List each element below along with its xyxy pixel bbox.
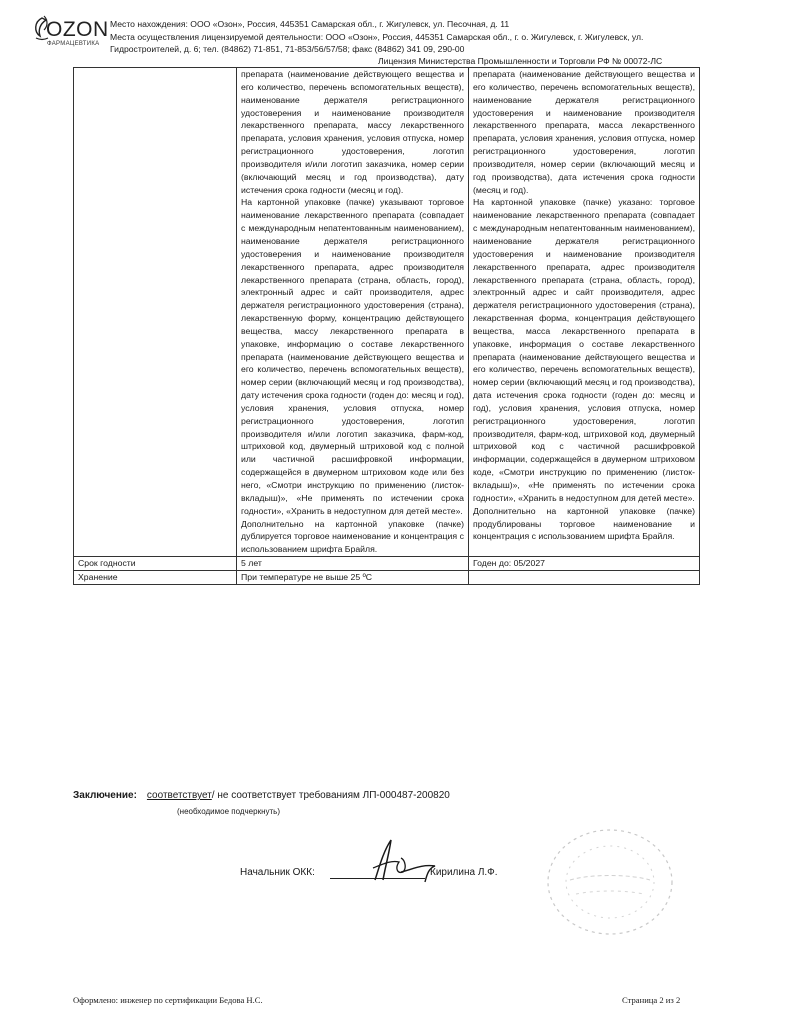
storage-requirement: При температуре не выше 25 ºС (237, 570, 469, 584)
page-number: Страница 2 из 2 (622, 995, 681, 1005)
requirement-paragraph: Дополнительно на картонной упаковке (пачке) дублируется торговое наименование и концентрация с использованием шрифта Брайля. (241, 518, 464, 555)
conclusion (73, 790, 450, 801)
header-license: Лицензия Министерства Промышленности и Торговли РФ № 00072-ЛС (378, 56, 663, 66)
signer-title: Начальник ОКК: (240, 867, 315, 878)
shelf-life-requirement: 5 лет (237, 557, 469, 571)
requirement-paragraph: На картонной упаковке (пачке) указывают торговое наименование лекарственного препарата (совпадает с международным непатентованным наименованием), наименование держателя регистрационного удостоверения и наименование производителя лекарственного препарата, адрес производителя лекарственного препарата (страна, область, город), электронный адрес и сайт производителя, адрес держателя регистрационного удостоверения (страна), лекарственную форму, концентрацию действующего вещества, массу лекарственного препарата в упаковке, информацию о составе лекарственного препарата (наименование действующего вещества и его количество, перечень вспомогательных веществ), номер серии (включающий месяц и год производства), дату истечения срока годности (годен до: месяц и год), условия хранения, условия отпуска, номер регистрационного удостоверения, логотип производителя и/или логотип заказчика, фарм-код, штриховой код, двумерный штриховой код с полной или частичной расшифровкой информации, содержащейся в двумерном штриховом коде или без него, «Смотри инструкцию по применению (листок-вкладыш)», «Не применять по истечении срока годности», «Хранить в недоступном для детей месте». (241, 197, 464, 516)
labeling-requirement-cell (237, 68, 469, 557)
conclusion-chosen: соответствует (146, 790, 212, 801)
shelf-life-result: Годен до: 05/2027 (469, 557, 700, 571)
conclusion-label: Заключение: (73, 790, 137, 801)
faded-stamp (540, 822, 680, 942)
table-row-shelf-life (74, 557, 700, 571)
table-row-storage (74, 570, 700, 584)
signer-name: Кирилина Л.Ф. (430, 867, 498, 878)
specification-table (73, 67, 700, 585)
requirement-paragraph: препарата (наименование действующего вещества и его количество, перечень вспомогательных веществ), наименование держателя регистрационного удостоверения и наименование производителя лекарственного препарата, массу лекарственного препарата, условия хранения, условия отпуска, номер регистрационного удостоверения, логотип производителя и/или логотип заказчика, номер серии (включающий месяц и год производства), дату истечения срока годности (месяц и год). (241, 69, 464, 195)
storage-result (469, 570, 700, 584)
labeling-name-cell (74, 68, 237, 557)
logo-subtitle: ФАРМАЦЕВТИКА (47, 41, 100, 47)
header-contacts: Гидростроителей, д. 6; тел. (84862) 71-851, 71-853/56/57/58; факс (84862) 341 09, 290-00 (110, 44, 465, 54)
shelf-life-label: Срок годности (74, 557, 237, 571)
storage-label: Хранение (74, 570, 237, 584)
company-logo (30, 14, 110, 54)
header-sites: Места осуществления лицензируемой деятельности: ООО «Озон», Россия, 445351 Самарская обл., г. о. Жигулевск, г. Жигулевск, ул. (110, 31, 644, 42)
conclusion-rest: / не соответствует требованиям ЛП-000487-200820 (211, 790, 450, 801)
logo-name: OZON (46, 18, 109, 41)
company-header (110, 18, 710, 56)
result-paragraph: Дополнительно на картонной упаковке (пачке) продублированы торговое наименование и концентрация с использованием шрифта Брайля. (473, 505, 695, 542)
result-paragraph: препарата (наименование действующего вещества и его количество, перечень вспомогательных веществ), наименование держателя регистрационного удостоверения и наименование производителя лекарственного препарата, масса лекарственного препарата, условия хранения, условия отпуска, номер регистрационного удостоверения, логотип производителя, номер серии (включающий месяц и год производства), дата истечения срока годности (месяц и год). (473, 69, 695, 195)
header-address: Место нахождения: ООО «Озон», Россия, 445351 Самарская обл., г. Жигулевск, ул. Песочная, д. 11 (110, 19, 510, 29)
conclusion-note: (необходимое подчеркнуть) (177, 807, 280, 816)
prepared-by: Оформлено: инженер по сертификации Бедова Н.С. (73, 995, 263, 1005)
labeling-result-cell (469, 68, 700, 557)
result-paragraph: На картонной упаковке (пачке) указано: торговое наименование лекарственного препарата (совпадает с международным непатентованным наименованием), наименование держателя регистрационного удостоверения и наименование производителя лекарственного препарата, адрес производителя лекарственного препарата (страна, область, город), электронный адрес и сайт производителя, адрес держателя регистрационного удостоверения (страна), лекарственная форма, концентрация действующего вещества, масса лекарственного препарата в упаковке, информация о составе лекарственного препарата (наименование действующего вещества и его количество, перечень вспомогательных веществ), номер серии (включающий месяц и год производства), дата истечения срока годности (годен до: месяц и год), условия хранения, условия отпуска, номер регистрационного удостоверения, логотип производителя, фарм-код, штриховой код, двумерный штриховой код с частичной расшифровкой информации, содержащейся в двумерном штриховом коде, «Смотри инструкцию по применению (листок-вкладыш)», «Не применять по истечении срока годности», «Хранить в недоступном для детей месте». (473, 197, 695, 503)
table-row-labeling (74, 68, 700, 557)
